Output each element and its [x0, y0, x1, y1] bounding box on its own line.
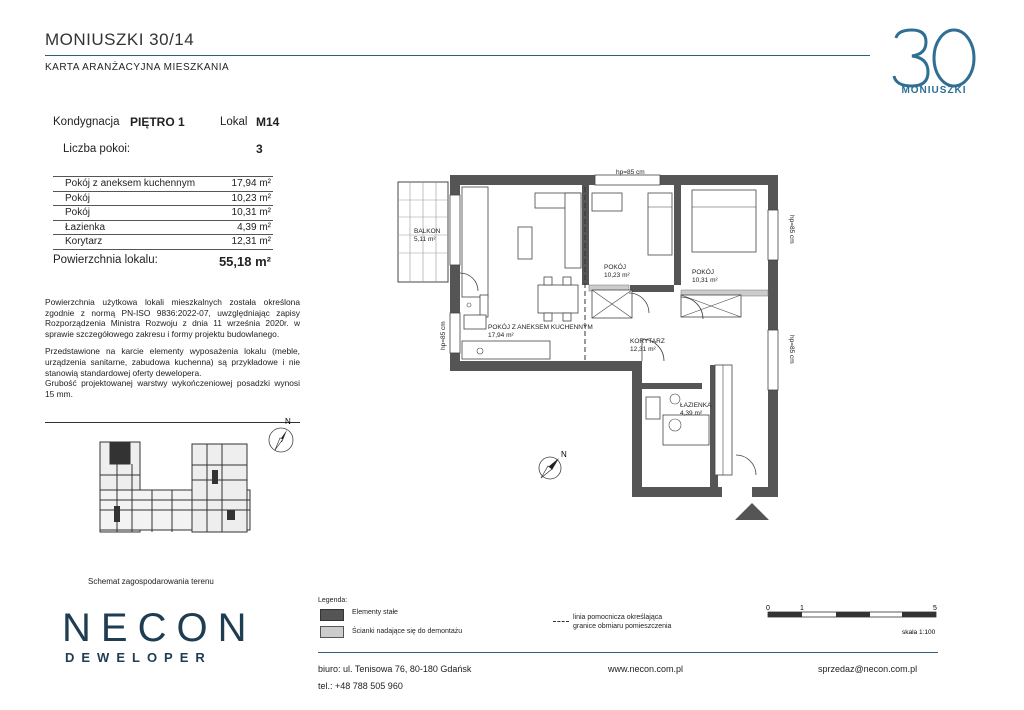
kitchen-area: 17,94 m² [488, 332, 514, 339]
corridor-label: KORYTARZ [630, 338, 665, 345]
header-divider [45, 55, 870, 56]
note-2: Przedstawione na karcie elementy wyposażenia lokalu (meble, urządzenia sanitarne, zabudowa kuchenna) są przykładowe i nie stanowią standardowej oferty dewelopera. [45, 346, 300, 378]
total-area-value: 55,18 m² [218, 253, 271, 269]
notes-divider [45, 422, 300, 423]
floor-value: PIĘTRO 1 [130, 115, 185, 129]
room1-label: POKÓJ [604, 264, 627, 271]
plan-compass-icon [535, 448, 575, 488]
bath-label: ŁAZIENKA [680, 402, 712, 409]
total-area [53, 254, 273, 269]
bath-area: 4,39 m² [680, 410, 703, 417]
rooms-count-value: 3 [256, 142, 263, 156]
room-name: Pokój z aneksem kuchennym [65, 178, 196, 189]
room-row [53, 206, 273, 221]
room-area: 10,31 m² [231, 207, 271, 218]
footer-divider [318, 652, 938, 653]
scale-tick-0: 0 [766, 605, 770, 612]
scale-tick-5: 5 [933, 605, 937, 612]
footer-email[interactable]: sprzedaz@necon.com.pl [818, 664, 918, 674]
room2-area: 10,31 m² [692, 277, 718, 284]
corridor-area: 12,31 m² [630, 346, 656, 353]
room2-label: POKÓJ [692, 269, 715, 276]
room1-area: 10,23 m² [604, 272, 630, 279]
room-row [53, 221, 273, 236]
room-area: 17,94 m² [231, 178, 271, 189]
legend-fixed-swatch [320, 609, 344, 621]
legend-line-label-2: granice obmiaru pomieszczenia [573, 623, 672, 630]
hp-right-1: hp=85 cm [788, 215, 795, 244]
footer-address: biuro: ul. Tenisowa 76, 80-180 Gdańsk [318, 664, 472, 674]
unit-label: Lokal [220, 116, 248, 128]
floor-label: Kondygnacja [53, 116, 120, 128]
balcony-label: BALKON [414, 228, 441, 235]
page-subtitle: KARTA ARANŻACYJNA MIESZKANIA [45, 62, 230, 73]
site-compass-letter: N [285, 417, 291, 426]
floor-plan [380, 165, 800, 525]
scale-label: skala 1:100 [902, 629, 936, 636]
hp-left: hp=85 cm [440, 321, 447, 350]
room-name: Korytarz [65, 236, 103, 247]
legend-dashline [553, 621, 569, 622]
footer-website[interactable]: www.necon.com.pl [608, 664, 684, 674]
room-name: Pokój [65, 192, 91, 204]
necon-logo: NECON [62, 606, 257, 650]
unit-value: M14 [256, 115, 280, 129]
scale-tick-1: 1 [800, 605, 804, 612]
legend-line-label-1: linia pomocnicza określająca [573, 614, 663, 621]
site-compass-icon [265, 416, 299, 458]
notes [45, 297, 300, 406]
site-plan [92, 440, 262, 550]
room-name: Łazienka [65, 221, 106, 233]
hp-top: hp=85 cm [616, 169, 645, 176]
site-plan-caption: Schemat zagospodarowania terenu [88, 577, 214, 586]
plan-compass-letter: N [561, 450, 567, 459]
room-row [53, 192, 273, 207]
necon-logo-sub: DEWELOPER [65, 650, 212, 665]
page-title: MONIUSZKI 30/14 [45, 30, 195, 49]
total-area-label: Powierzchnia lokalu: [53, 253, 158, 266]
note-3: Grubość projektowanej warstwy wykończeniowej posadzki wynosi 15 mm. [45, 378, 300, 399]
scale-bar [760, 602, 940, 638]
logo-text: MONIUSZKI [901, 85, 967, 96]
room-area: 4,39 m² [237, 221, 271, 233]
rooms-count-label: Liczba pokoi: [63, 143, 131, 155]
legend-title: Legenda: [318, 597, 348, 604]
kitchen-label: POKÓJ Z ANEKSEM KUCHENNYM [488, 324, 593, 331]
room-area: 10,23 m² [231, 192, 271, 204]
room-row [53, 235, 273, 250]
legend-fixed-label: Elementy stałe [352, 609, 398, 616]
hp-right-2: hp=85 cm [788, 335, 795, 364]
entrance-marker [735, 503, 769, 520]
balcony-area: 5,11 m² [414, 236, 436, 243]
legend-removable-swatch [320, 626, 344, 638]
room-area: 12,31 m² [231, 236, 271, 247]
room-row [53, 176, 273, 192]
room-name: Pokój [65, 207, 91, 218]
footer-phone[interactable]: tel.: +48 788 505 960 [318, 681, 403, 691]
legend-removable-label: Ścianki nadające się do demontażu [352, 628, 463, 635]
rooms-table [53, 176, 273, 269]
note-1: Powierzchnia użytkowa lokali mieszkalnych została określona zgodnie z normą PN-ISO 9836:2022-07, uwzględniając zapisy Rozporządzenia Ministra Rozwoju z dnia 11 września 2020r. w sprawie szczegółowego zakresu i formy projektu budowlanego. [45, 297, 300, 339]
